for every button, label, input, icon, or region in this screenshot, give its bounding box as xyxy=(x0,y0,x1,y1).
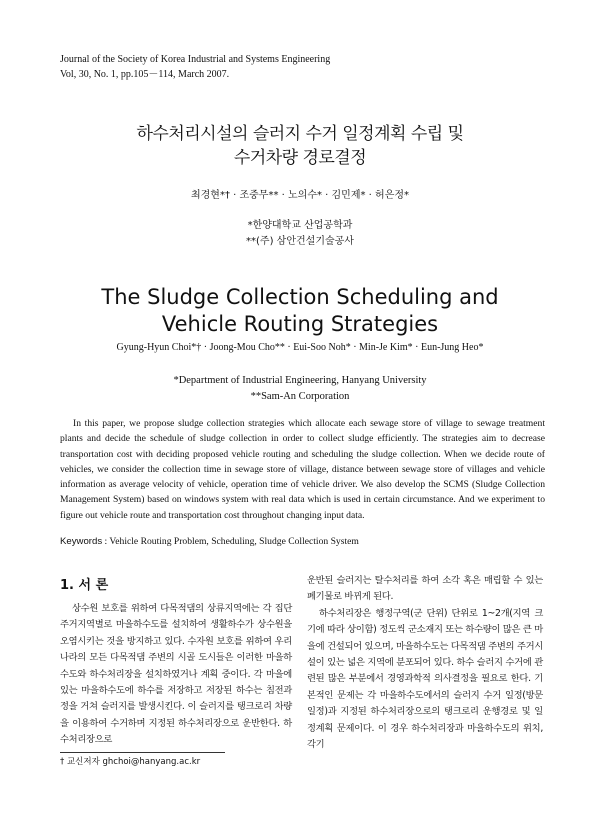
footnote: † 교신저자 ghchoi@hanyang.ac.kr xyxy=(60,757,201,767)
keywords-text: : Vehicle Routing Problem, Scheduling, Sludge Collection System xyxy=(104,536,359,547)
korean-title-line2: 수거차량 경로결정 xyxy=(233,148,367,168)
korean-affiliation-1: *한양대학교 산업공학과 xyxy=(247,220,353,231)
left-column xyxy=(60,601,292,749)
korean-affiliations xyxy=(0,218,600,250)
korean-title-line1: 하수처리시설의 슬러지 수거 일정계획 수립 및 xyxy=(136,124,464,144)
english-authors: Gyung-Hyun Choi*† · Joong-Mou Cho** · Eui-Soo Noh* · Min-Je Kim* · Eun-Jung Heo* xyxy=(116,342,484,353)
english-affiliation-1: *Department of Industrial Engineering, Hanyang University xyxy=(173,375,427,386)
english-title-line2: Vehicle Routing Strategies xyxy=(161,312,439,336)
footnote-divider xyxy=(60,752,225,753)
intro-paragraph-continued: 운반된 슬러지는 탈수처리를 하여 소각 혹은 매립할 수 있는 폐기물로 바뀌게 된다. xyxy=(307,575,543,603)
keywords xyxy=(60,536,359,547)
journal-header xyxy=(60,52,330,82)
intro-paragraph-2: 하수처리장은 행정구역(군 단위) 단위로 1~2개(지역 크기에 따라 상이함) 정도씩 군소재지 또는 하수량이 많은 큰 마을에 건설되어 있으며, 마을하수도는 다목적댐 주변의 주거시설이 있는 넓은 지역에 분포되어 있다. 하수 슬러지 수거에 관련된 많은 부분에서 경영과학적 의사결정을 필요로 한다. 기본적인 문제는 각 마을하수도에서의 슬러지 수거 일정(방문 일정)과 지정된 하수처리장으로의 탱크로리 운행경로 및 일정계획 문제이다. 이 경우 하수처리장과 마을하수도의 위치, 각기 xyxy=(307,607,543,751)
korean-affiliation-2: **(주) 삼안건설기술공사 xyxy=(246,236,354,247)
english-affiliation-2: **Sam-An Corporation xyxy=(250,391,350,402)
abstract: In this paper, we propose sludge collection strategies which allocate each sewage store of village to sewage treatment plants and decide the schedule of sludge collection in order to collect sludge efficiently. The strategies aim to decrease transportation cost with deciding proposed vehicle routing and scheduling the sludge collection. When we decide route of vehicles, we consider the collection time in sewage store of village, distance between sewage store of villages and vehicle information as average velocity of vehicle, operation time of vehicle driver. We also develop the SCMS (Sludge Collection Management System) based on windows system with real data which is used in certain circumstance. And we experiment to figure out vehicle route and transportation cost throughout changing input data. xyxy=(60,418,545,521)
english-title-line1: The Sludge Collection Scheduling and xyxy=(101,285,499,309)
journal-name: Journal of the Society of Korea Industrial and Systems Engineering xyxy=(60,54,331,65)
korean-authors: 최경현*† · 조중무** · 노의수* · 김민제* · 허은정* xyxy=(190,190,410,201)
korean-title xyxy=(0,122,600,170)
english-affiliations xyxy=(0,373,600,405)
journal-volume: Vol, 30, No. 1, pp.105－114, March 2007. xyxy=(60,69,230,80)
keywords-label: Keywords xyxy=(60,536,103,547)
english-title xyxy=(0,284,600,338)
section-heading: 1. 서 론 xyxy=(60,578,109,593)
intro-paragraph-1: 상수원 보호를 위하여 다목적댐의 상류지역에는 각 집단 주거지역별로 마을하수도를 설치하여 생활하수가 상수원을 오염시키는 것을 방지하고 있다. 수자원 보호를 위하여 우리나라의 모든 다목적댐 주변의 시골 도시들은 이러한 마을하수도와 하수처리장을 설치하였거나 계획 중이다. 각 마을에 있는 마을하수도에 하수를 저장하고 저장된 하수는 침전과정을 거쳐 슬러지를 발생시킨다. 이 슬러지를 탱크로리 차량을 이용하여 수거하며 지정된 하수처리장으로 운반한다. 하수처리장으로 xyxy=(60,603,292,746)
right-column xyxy=(307,573,543,753)
